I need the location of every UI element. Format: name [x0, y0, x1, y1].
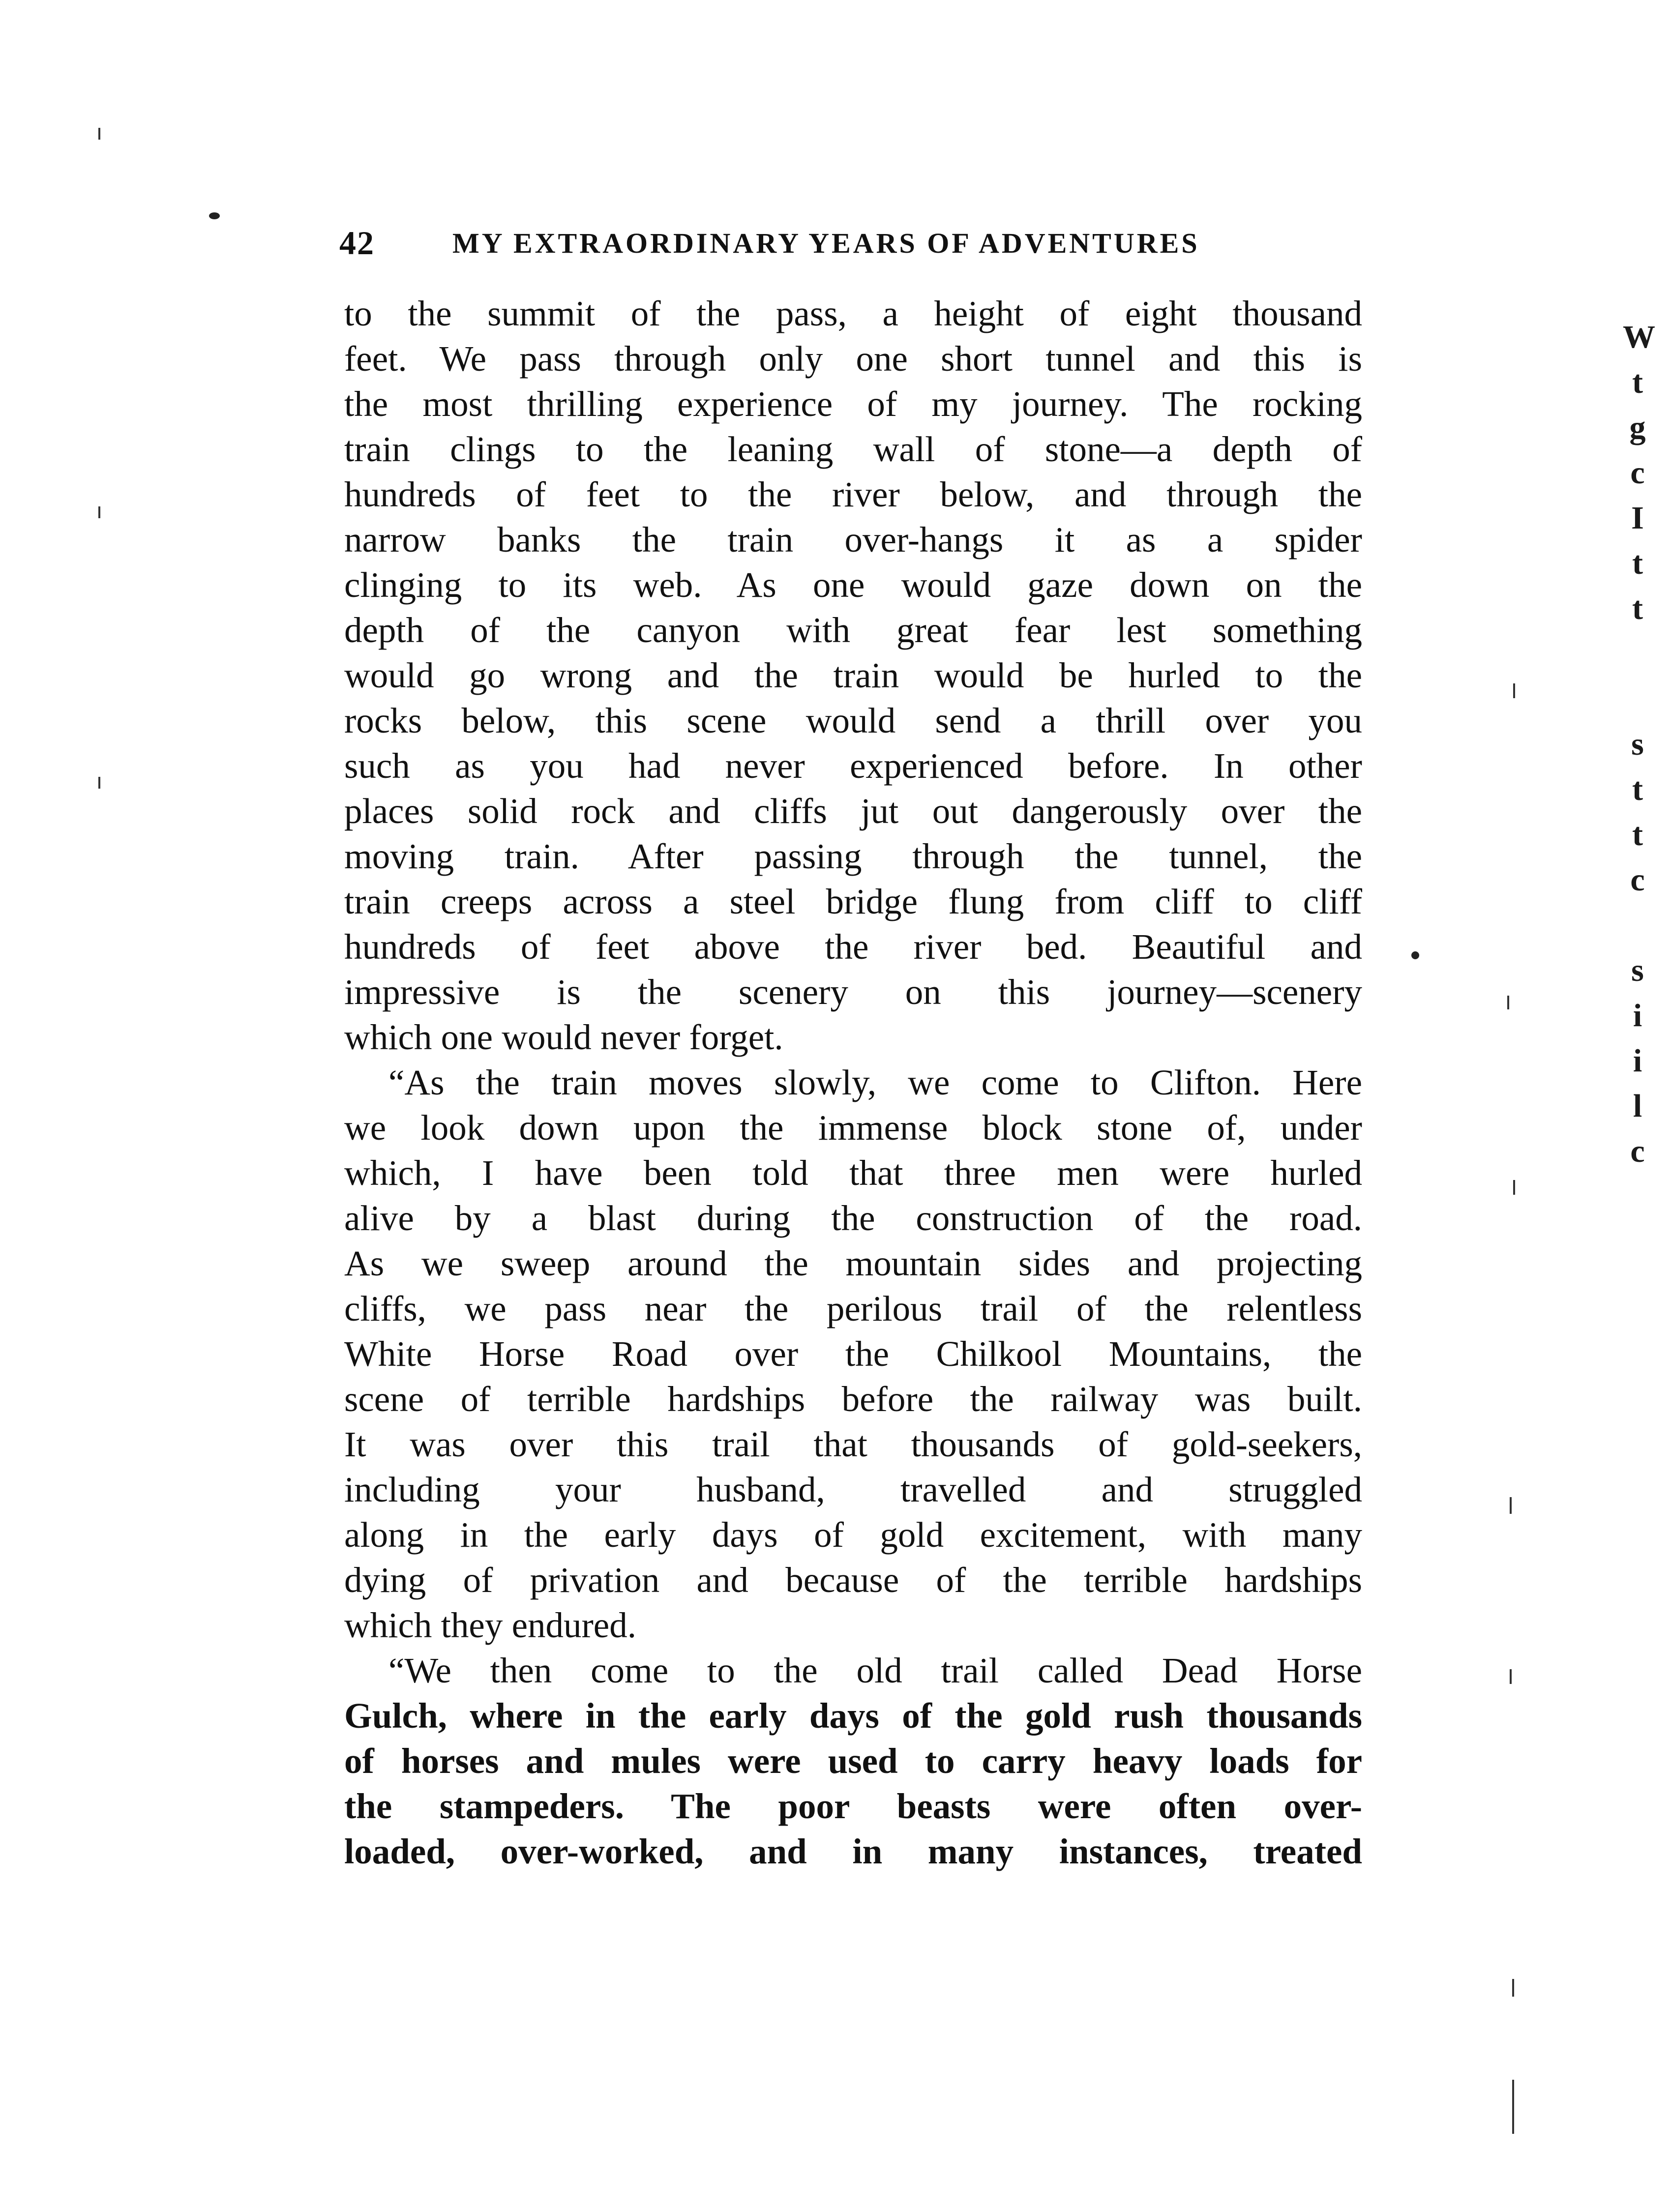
scan-mark: [1513, 683, 1515, 698]
text-line: depth of the canyon with great fear lest something: [344, 610, 1362, 650]
bleed-glyph: t: [1632, 771, 1643, 807]
bleed-glyph: t: [1632, 545, 1643, 581]
bleed-glyph: l: [1633, 1088, 1642, 1124]
bleed-glyph: s: [1631, 726, 1644, 762]
text-line: scene of terrible hardships before the railway was built.: [344, 1379, 1362, 1419]
text-line: White Horse Road over the Chilkool Mountains, the: [344, 1334, 1362, 1374]
bleed-glyph: [1623, 631, 1652, 677]
text-line: such as you had never experienced before. In other: [344, 746, 1362, 786]
scan-mark: [1510, 1497, 1512, 1514]
text-line: rocks below, this scene would send a thrill over you: [344, 701, 1362, 740]
text-line: cliffs, we pass near the perilous trail of the relentless: [344, 1289, 1362, 1328]
text-line: hundreds of feet above the river bed. Beautiful and: [344, 927, 1362, 967]
bleed-glyph: c: [1630, 862, 1645, 898]
body-text: [344, 291, 1362, 1874]
scan-mark: [1512, 2080, 1514, 2134]
text-line: clinging to its web. As one would gaze down on the: [344, 565, 1362, 605]
text-line: we look down upon the immense block stone of, under: [344, 1108, 1362, 1148]
text-line: along in the early days of gold excitement, with many: [344, 1515, 1362, 1555]
bleed-glyph: t: [1632, 364, 1643, 400]
page-header: [339, 224, 1362, 268]
text-line: “As the train moves slowly, we come to Clifton. Here: [388, 1062, 1362, 1102]
text-line: including your husband, travelled and struggled: [344, 1470, 1362, 1509]
text-line: alive by a blast during the construction of the road.: [344, 1198, 1362, 1238]
text-line: Gulch, where in the early days of the gold rush thousands: [344, 1696, 1362, 1736]
scan-mark: [1507, 996, 1509, 1009]
bleed-glyph: c: [1630, 455, 1645, 491]
bleed-glyph: W: [1623, 319, 1655, 355]
bleed-glyph: s: [1631, 952, 1644, 988]
text-line: dying of privation and because of the terrible hardships: [344, 1560, 1362, 1600]
text-line: It was over this trail that thousands of gold-seekers,: [344, 1424, 1362, 1464]
text-line: to the summit of the pass, a height of eight thousand: [344, 294, 1362, 333]
text-line: the most thrilling experience of my journey. The rocking: [344, 384, 1362, 424]
text-line: As we sweep around the mountain sides and projecting: [344, 1243, 1362, 1283]
scan-mark: [1513, 1180, 1515, 1195]
scan-speck: [1411, 951, 1419, 959]
running-head: MY EXTRAORDINARY YEARS OF ADVENTURES: [452, 227, 1200, 259]
bleed-glyph: [1623, 903, 1652, 948]
scan-mark: [98, 777, 100, 789]
text-line: moving train. After passing through the tunnel, the: [344, 836, 1362, 876]
scan-mark: [98, 506, 100, 518]
text-line: hundreds of feet to the river below, and through the: [344, 474, 1362, 514]
text-line: train clings to the leaning wall of stone—a depth of: [344, 429, 1362, 469]
bleed-glyph: t: [1632, 590, 1643, 626]
text-line: which one would never forget.: [344, 1017, 783, 1057]
facing-page-bleed: [1623, 315, 1655, 1174]
text-line: which, I have been told that three men were hurled: [344, 1153, 1362, 1193]
scan-mark: [1512, 1979, 1514, 1997]
bleed-glyph: I: [1631, 500, 1644, 536]
page-number: 42: [339, 224, 375, 262]
text-line: which they endured.: [344, 1605, 636, 1645]
text-line: “We then come to the old trail called Dead Horse: [388, 1651, 1362, 1690]
text-line: the stampeders. The poor beasts were often over-: [344, 1786, 1362, 1826]
bleed-glyph: c: [1630, 1133, 1645, 1169]
text-line: feet. We pass through only one short tunnel and this is: [344, 339, 1362, 379]
scan-speck: [209, 212, 220, 219]
text-line: impressive is the scenery on this journey—scenery: [344, 972, 1362, 1012]
bleed-glyph: [1623, 677, 1652, 722]
text-line: places solid rock and cliffs jut out dangerously over the: [344, 791, 1362, 831]
bleed-glyph: i: [1633, 998, 1642, 1033]
text-line: of horses and mules were used to carry heavy loads for: [344, 1741, 1362, 1781]
bleed-glyph: i: [1633, 1043, 1642, 1079]
bleed-glyph: t: [1632, 817, 1643, 853]
bleed-glyph: g: [1629, 410, 1646, 445]
text-line: loaded, over-worked, and in many instances, treated: [344, 1831, 1362, 1871]
scan-mark: [1510, 1669, 1512, 1684]
text-line: would go wrong and the train would be hurled to the: [344, 655, 1362, 695]
text-line: train creeps across a steel bridge flung from cliff to cliff: [344, 882, 1362, 921]
text-line: narrow banks the train over-hangs it as a spider: [344, 520, 1362, 560]
scan-mark: [98, 128, 100, 140]
